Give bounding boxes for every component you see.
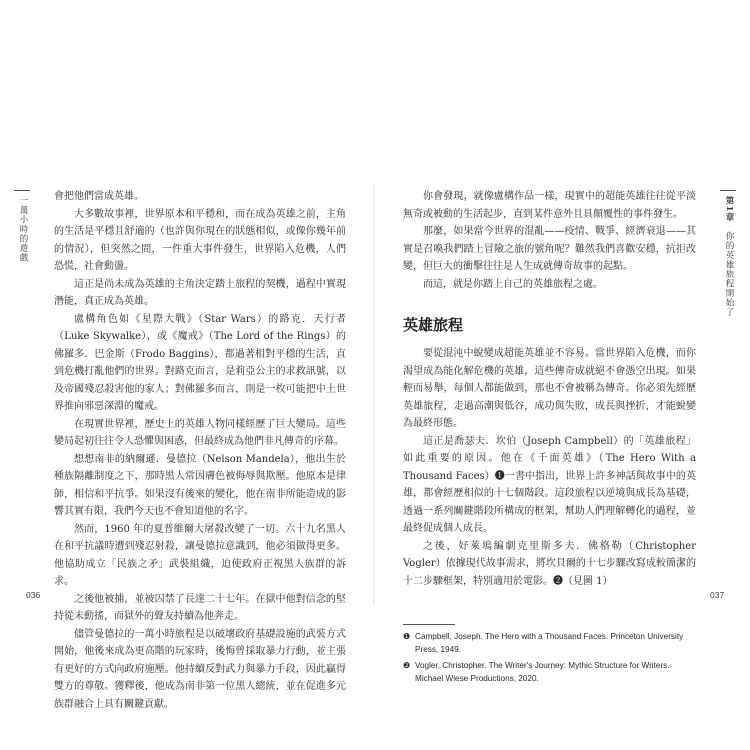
footnote-list	[403, 631, 696, 685]
right-section-paragraph-1: 這正是喬瑟夫．坎伯（Joseph Campbell）的「英雄旅程」如此重要的原因。他在《千面英雄》（The Hero With a Thousand Faces）❶一書中指出，世界上許多神話與故事中的英雄，都會經歷相似的十七個階段。這段旅程以逆境與成長為基礎，透過一系列關鍵階段所構成的框架，幫助人們理解轉化的過程，並最終促成個人成長。	[403, 435, 696, 534]
footnote-rule	[403, 624, 455, 625]
left-paragraph-8: 儘管曼德拉的一萬小時旅程是以破壞政府基礎設施的武裝方式開始，他後來成為更高階的玩家時，後悔曾採取暴力行動，並主張有更好的方式向政府施壓。他持續反對武力與暴力手段，因此贏得雙方的尊敬。獲釋後，他成為南非第一位黑人總統，並在促進多元族群融合上具有關鍵貢獻。	[54, 628, 346, 710]
right-section-paragraph-0: 要從混沌中蛻變成超能英雄並不容易。當世界陷入危機，而你渴望成為能化解危機的英雄，這些傳奇成就絕不會憑空出現。如果輕而易舉，每個人都能做到，那也不會被稱為傳奇。你必須先經歷英雄旅程，走過高潮與低谷，成功與失敗，成長與挫折，才能蛻變為最終形態。	[403, 348, 696, 429]
left-paragraph-3: 盧構角色如《星際大戰》（Star Wars）的路克．天行者（Luke Skywalke），或《魔戒》（The Lord of the Rings）的佛羅多．巴金斯（Frodo Baggins），都過著相對平穩的生活，直到危機打亂他們的世界。對路克而言，是莉亞公主的求救訊號，以及帝國殘忍殺害他的家人；對佛羅多而言，則是一枚可能把中土世界推向邪惡深淵的魔戒。	[54, 313, 346, 412]
left-running-head: 一萬小時的遊戲	[18, 196, 28, 263]
footnote-number: ❷	[403, 661, 411, 670]
footnote-text: Vogler, Christopher. The Writer's Journey: Mythic Structure for Writers. Michael Wiese Productions, 2020.	[415, 661, 670, 683]
right-running-head	[723, 196, 734, 317]
right-intro-paragraph-2: 而這，就是你踏上自己的英雄旅程之處。	[423, 278, 603, 290]
left-paragraph-6: 然而，1960 年的夏普維爾大屠殺改變了一切。六十九名黑人在和平抗議時遭到殘忍射殺，讓曼德拉意識到，他必須做得更多。他協助成立「民族之矛」武裝組織，迫使政府正視黑人族群的訴求。	[54, 523, 346, 587]
footnote-number: ❶	[403, 632, 411, 641]
left-page	[54, 188, 346, 713]
right-section-paragraph-2: 之後，好萊塢編劇克里斯多夫．佛格勒（Christopher Vogler）依據現代故事需求，將坎貝爾的十七步驟改寫成較簡潔的十二步驟框架，特別適用於電影。❷（見圖 1）	[403, 540, 696, 587]
left-paragraph-4: 在現實世界裡，歷史上的英雄人物同樣經歷了巨大變局。這些變局起初往往令人恐懼與困惑，但最終成為他們非凡傳奇的序幕。	[54, 418, 346, 447]
right-page	[403, 188, 696, 689]
right-running-head-rule	[720, 190, 736, 191]
left-paragraph-2: 這正是尚未成為英雄的主角決定踏上旅程的契機，過程中實現潛能，真正成為英雄。	[54, 278, 346, 307]
chapter-title: 你的英雄旅程開始了	[724, 231, 734, 317]
book-gutter	[373, 185, 375, 605]
left-paragraph-0: 會把他們當成英雄。	[54, 191, 144, 202]
left-paragraph-1: 大多數故事裡，世界原本和平穩和，而在成為英雄之前，主角的生活是平穩且舒適的（也許與你現在的狀態相似，或像你幾年前的情況），但突然之間，一件重大事件發生，世界陷入危機，人們恐慌，社會動盪。	[54, 208, 346, 272]
section-title: 英雄旅程	[403, 316, 464, 334]
footnote-item	[403, 631, 696, 656]
left-page-number: 036	[26, 590, 41, 600]
chapter-label: 第1章	[724, 196, 734, 222]
left-paragraph-5: 想想南非的納爾遜．曼德拉（Nelson Mandela），他出生於種族隔離制度之下，那時黑人常因膚色被侮辱與欺壓。他原本是律師，相信和平抗爭。如果沒有後來的變化，他在南非所能造成的影響其實有限，我們今天也不會知道他的名字。	[54, 453, 346, 517]
footnote-text: Campbell, Joseph. The Hero with a Thousand Faces. Princeton University Press, 1949.	[415, 632, 684, 654]
right-intro-paragraph-1: 那麼，如果當今世界的混亂——疫情、戰爭、經濟衰退——其實是召喚我們踏上冒險之旅的號角呢？難然我們喜歡安穩，抗拒改變，但巨大的衝擊往往是人生成就傳奇故事的起點。	[403, 226, 696, 272]
right-page-number: 037	[710, 590, 725, 600]
left-paragraph-7: 之後他被捕，並被囚禁了長達二十七年。在獄中他對信念的堅持從未動搖，而獄外的聲友持續為他奔走。	[54, 593, 346, 622]
footnote-item	[403, 660, 696, 685]
left-running-head-rule	[14, 190, 30, 191]
right-intro-paragraph-0: 你會發現，就像盧構作品一樣，現實中的超能英雄往往從平淡無奇或被動的生活起步，直到某件意外且具顛覆性的事件發生。	[403, 191, 696, 220]
